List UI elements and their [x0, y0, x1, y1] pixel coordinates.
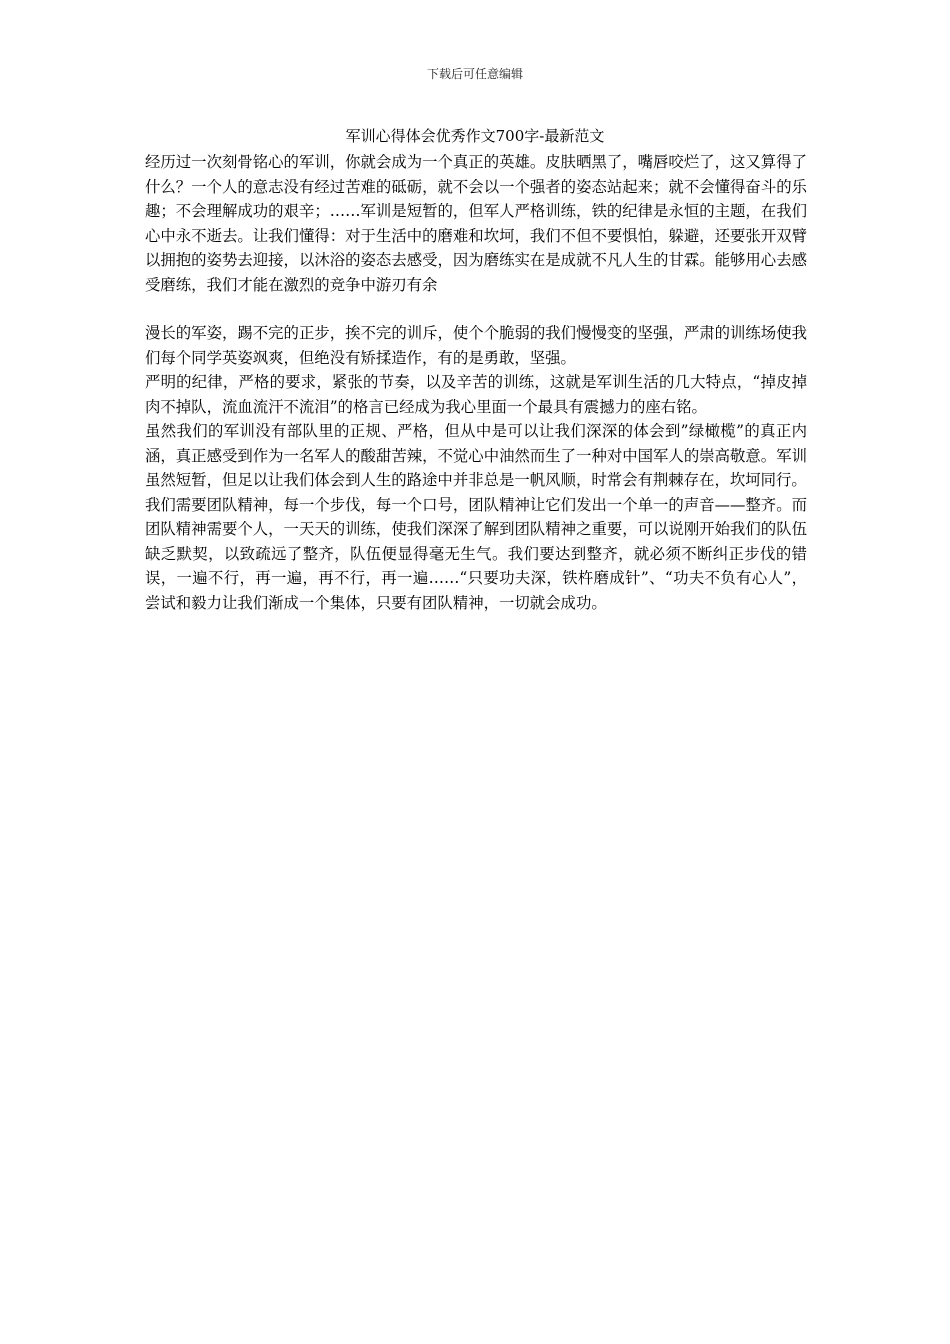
paragraph-5: 我们需要团队精神，每一个步伐，每一个口号，团队精神让它们发出一个单一的声音——整齐。而团队精神需要个人，一天天的训练，使我们深深了解到团队精神之重要，可以说刚开始我们的队伍缺乏默契，以致疏远了整齐，队伍便显得毫无生气。我们要达到整齐，就必须不断纠正步伐的错误，一遍不行，再一遍，再不行，再一遍……“只要功夫深，铁杵磨成针”、“功夫不负有心人”，尝试和毅力让我们渐成一个集体，只要有团队精神，一切就会成功。	[145, 495, 807, 612]
header-note: 下载后可任意编辑	[426, 67, 523, 81]
paragraph-3: 严明的纪律，严格的要求，紧张的节奏，以及辛苦的训练，这就是军训生活的几大特点，“掉皮掉肉不掉队，流血流汗不流泪”的格言已经成为我心里面一个最具有震撼力的座右铭。	[145, 373, 807, 416]
document-body	[145, 150, 807, 615]
paragraph-gap	[145, 297, 807, 321]
document-title: 军训心得体会优秀作文700字-最新范文	[345, 127, 605, 145]
paragraph-4: 虽然我们的军训没有部队里的正规、严格，但从中是可以让我们深深的体会到”绿橄榄”的真正内涵，真正感受到作为一名军人的酸甜苦辣，不觉心中油然而生了一种对中国军人的崇高敬意。军训虽然短暂，但足以让我们体会到人生的路途中并非总是一帆风顺，时常会有荆棘存在，坎坷同行。	[145, 422, 807, 489]
paragraph-1: 经历过一次刻骨铭心的军训，你就会成为一个真正的英雄。皮肤晒黑了，嘴唇咬烂了，这又算得了什么？一个人的意志没有经过苦难的砥砺，就不会以一个强者的姿态站起来；就不会懂得奋斗的乐趣；不会理解成功的艰辛；……军训是短暂的，但军人严格训练，铁的纪律是永恒的主题，在我们心中永不逝去。让我们懂得：对于生活中的磨难和坎坷，我们不但不要惧怕，躲避，还要张开双臂以拥抱的姿势去迎接，以沐浴的姿态去感受，因为磨练实在是成就不凡人生的甘霖。能够用心去感受磨练，我们才能在激烈的竞争中游刃有余	[145, 153, 807, 294]
paragraph-2: 漫长的军姿，踢不完的正步，挨不完的训斥，使个个脆弱的我们慢慢变的坚强，严肃的训练场使我们每个同学英姿飒爽，但绝没有矫揉造作，有的是勇敢，坚强。	[145, 324, 807, 367]
